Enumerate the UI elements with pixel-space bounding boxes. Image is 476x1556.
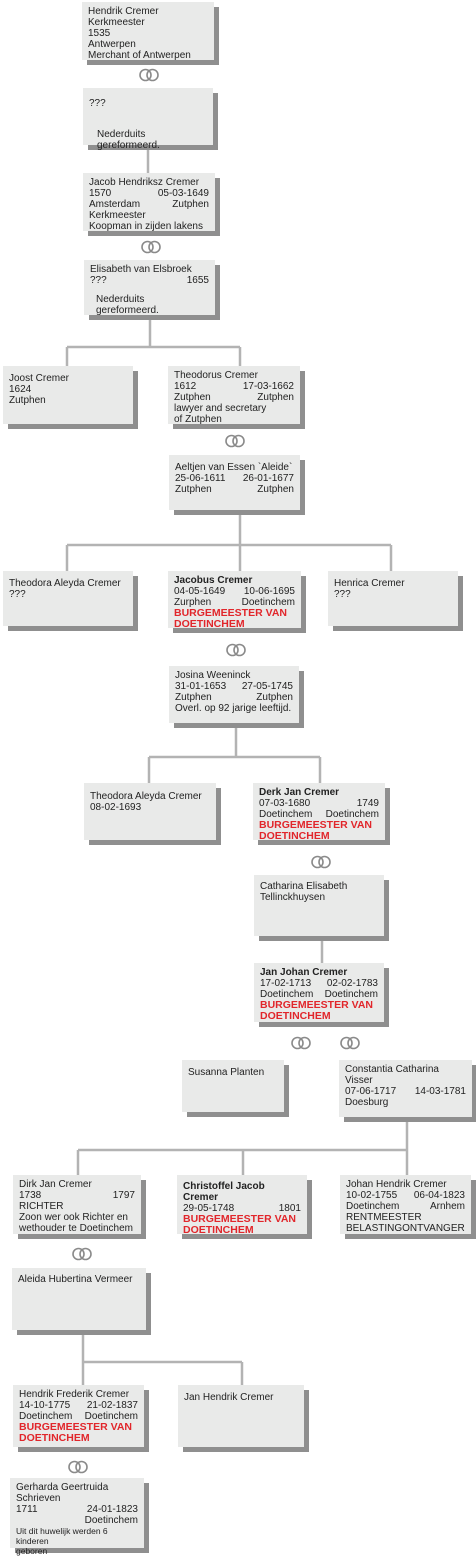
birth-year: 1535 [88, 28, 111, 39]
person-name: Christoffel Jacob Cremer [183, 1181, 265, 1203]
mayor-title: BURGEMEESTER VAN [183, 1213, 296, 1225]
person-card-dirk-jan-cremer[interactable] [13, 1175, 141, 1234]
death-place: Doetinchem [84, 1411, 138, 1422]
death-place: Zutphen [256, 692, 293, 703]
death-note: Overl. op 92 jarige leeftijd. [175, 703, 292, 714]
person-surname: Schrieven [16, 1493, 61, 1504]
person-name: Susanna Planten [188, 1067, 265, 1078]
mayor-title: BURGEMEESTER VAN [174, 607, 287, 619]
birth-date: ??? [334, 589, 351, 600]
occupation: lawyer and secretary [174, 403, 267, 414]
birth-date: 1711 [16, 1504, 38, 1515]
person-name: Derk Jan Cremer [259, 787, 340, 798]
mayor-town: DOETINCHEM [183, 1224, 254, 1236]
mayor-town: DOETINCHEM [19, 1432, 90, 1444]
person-name: Johan Hendrik Cremer [346, 1179, 447, 1190]
person-card-aeltjen-van-essen[interactable] [169, 455, 300, 510]
mayor-town: DOETINCHEM [259, 830, 330, 842]
birth-place: Zutphen [175, 484, 212, 495]
person-card-jacobus-cremer[interactable] [168, 571, 301, 628]
death-date: 17-03-1662 [242, 381, 294, 392]
birth-place: Amsterdam [89, 199, 141, 210]
person-card-derk-jan-cremer[interactable] [253, 783, 385, 840]
person-card-jan-hendrik-cremer[interactable] [178, 1385, 304, 1447]
birth-date: 07-06-1717 [345, 1086, 397, 1097]
person-card-aleida-hubertina-vermeer[interactable] [12, 1268, 146, 1330]
birth-place: Zurphen [174, 597, 212, 608]
occupation: Merchant of Antwerpen [88, 50, 191, 61]
person-card-joost-cremer[interactable] [3, 366, 133, 424]
religion-note: Nederduits gereformeerd. [97, 129, 160, 151]
person-name: Jan Hendrik Cremer [184, 1392, 274, 1403]
mayor-town: DOETINCHEM [260, 1010, 331, 1022]
birth-year: 1624 [9, 384, 32, 395]
birth-place: Doetinchem [346, 1201, 400, 1212]
death-place: Zutphen [172, 199, 209, 210]
children-note: Uit dit huwelijk werden 6 kinderen [16, 1526, 108, 1546]
birth-date: ??? [9, 589, 26, 600]
person-card-theodora-aleyda-cremer[interactable] [3, 571, 133, 626]
marriage-rings-icon [310, 855, 332, 869]
person-name: Hendrik Cremer Kerkmeester [88, 6, 159, 28]
person-card-josina-weeninck[interactable] [169, 666, 299, 723]
person-name: Hendrik Frederik Cremer [19, 1389, 130, 1400]
person-name: Henrica Cremer [334, 578, 405, 589]
occupation: RENTMEESTER [346, 1212, 422, 1223]
person-name: Theodorus Cremer [174, 370, 258, 381]
death-date: 1797 [112, 1190, 135, 1201]
person-card-unknown-spouse[interactable] [83, 88, 213, 151]
place: Antwerpen [88, 39, 136, 50]
person-card-theodora-aleyda-cremer-1693[interactable] [84, 783, 216, 840]
birth-date: 1738 [19, 1190, 42, 1201]
death-date: 27-05-1745 [241, 681, 293, 692]
birth-date: 17-02-1713 [260, 978, 312, 989]
person-card-susanna-planten[interactable] [182, 1060, 284, 1112]
place: Zutphen [9, 395, 46, 406]
mayor-town: DOETINCHEM [174, 618, 245, 630]
person-name: Constantia Catharina Visser [345, 1064, 439, 1086]
death-date: 24-01-1823 [86, 1504, 138, 1515]
mayor-title: BURGEMEESTER VAN [259, 819, 372, 831]
person-surname: Tellinckhuysen [260, 892, 326, 903]
person-name: Aleida Hubertina Vermeer [18, 1274, 133, 1285]
birth-date: 08-02-1693 [90, 802, 142, 813]
birth-date: ??? [90, 275, 107, 286]
mayor-title: BURGEMEESTER VAN [19, 1421, 132, 1433]
marriage-rings-icon [138, 68, 160, 82]
birth-date: 10-02-1755 [346, 1190, 398, 1201]
occupation: RICHTER [19, 1201, 64, 1212]
death-place: Doetinchem [325, 809, 379, 820]
death-date: 02-02-1783 [326, 978, 378, 989]
person-card-johan-hendrik-cremer[interactable] [340, 1175, 471, 1234]
person-card-hendrik-cremer-kerkmeester[interactable] [82, 2, 214, 60]
birth-place: Doetinchem [260, 989, 314, 1000]
person-name: ??? [89, 98, 106, 109]
marriage-rings-icon [225, 643, 247, 657]
person-card-gerharda-geertruida-schrieven[interactable] [10, 1478, 144, 1556]
person-name: Gerharda Geertruida [16, 1482, 109, 1493]
marriage-rings-icon [140, 240, 162, 254]
person-name: Jacob Hendriksz Cremer [89, 177, 200, 188]
death-date: 1749 [356, 798, 379, 809]
marriage-rings-icon [67, 1460, 89, 1474]
birth-date: 29-05-1748 [183, 1203, 235, 1214]
marriage-rings-icon [290, 1036, 312, 1050]
death-date: 21-02-1837 [86, 1400, 138, 1411]
person-name: Elisabeth van Elsbroek [90, 264, 192, 275]
person-card-jacob-hendriksz-cremer[interactable] [83, 173, 215, 231]
death-place: Zutphen [257, 392, 294, 403]
death-place: Doetinchem [84, 1515, 138, 1526]
birth-date: 25-06-1611 [175, 473, 226, 484]
birth-date: 07-03-1680 [259, 798, 311, 809]
person-card-henrica-cremer[interactable] [328, 571, 458, 626]
birth-place: Doesburg [345, 1097, 389, 1108]
death-date: 26-01-1677 [242, 473, 294, 484]
occupation-note-2: wethouder te Doetinchem [19, 1223, 133, 1234]
death-date: 05-03-1649 [157, 188, 209, 199]
children-note-2: geboren [16, 1546, 48, 1556]
birth-place: Zutphen [174, 392, 211, 403]
death-place: Doetinchem [324, 989, 378, 1000]
person-name: Dirk Jan Cremer [19, 1179, 92, 1190]
birth-date: 14-10-1775 [19, 1400, 71, 1411]
death-place: Arnhem [429, 1201, 465, 1212]
occupation-detail: of Zutphen [174, 414, 222, 425]
person-card-hendrik-frederik-cremer[interactable] [13, 1385, 144, 1447]
person-name: Jacobus Cremer [174, 575, 253, 586]
birth-place: Zutphen [175, 692, 212, 703]
person-card-elisabeth-van-elsbroek[interactable] [84, 260, 215, 315]
person-name: Theodora Aleyda Cremer [9, 578, 121, 589]
person-card-christoffel-jacob-cremer[interactable] [177, 1175, 307, 1234]
marriage-rings-icon [224, 434, 246, 448]
person-name: Joost Cremer [9, 373, 70, 384]
occupation-detail: BELASTINGONTVANGER [346, 1223, 465, 1234]
birth-date: 31-01-1653 [175, 681, 227, 692]
person-card-jan-johan-cremer[interactable] [254, 963, 384, 1022]
marriage-rings-icon [71, 1247, 93, 1261]
death-date: 06-04-1823 [413, 1190, 465, 1201]
death-place: Doetinchem [241, 597, 295, 608]
religion-note: Nederduits gereformeerd. [96, 294, 159, 316]
birth-date: 04-05-1649 [174, 586, 226, 597]
birth-date: 1612 [174, 381, 197, 392]
person-card-constantia-catharina-visser[interactable] [339, 1060, 472, 1117]
death-date: 10-06-1695 [243, 586, 295, 597]
occupation-note: Zoon wer ook Richter en [19, 1212, 128, 1223]
death-date: 1801 [278, 1203, 301, 1214]
person-name: Josina Weeninck [175, 670, 251, 681]
mayor-title: BURGEMEESTER VAN [260, 999, 373, 1011]
birth-date: 1570 [89, 188, 112, 199]
person-card-theodorus-cremer[interactable] [168, 366, 300, 424]
person-name: Aeltjen van Essen `Aleide` [175, 462, 293, 473]
birth-place: Doetinchem [259, 809, 313, 820]
person-card-catharina-elisabeth-tellinckhuysen[interactable] [254, 875, 384, 936]
person-name: Jan Johan Cremer [260, 967, 348, 978]
death-date: 14-03-1781 [414, 1086, 466, 1097]
person-name: Theodora Aleyda Cremer [90, 791, 202, 802]
occupation-detail: Koopman in zijden lakens [89, 221, 203, 232]
death-place: Zutphen [257, 484, 294, 495]
birth-place: Doetinchem [19, 1411, 73, 1422]
marriage-rings-icon [339, 1036, 361, 1050]
person-name: Catharina Elisabeth [260, 881, 348, 892]
occupation: Kerkmeester [89, 210, 146, 221]
death-date: 1655 [186, 275, 209, 286]
